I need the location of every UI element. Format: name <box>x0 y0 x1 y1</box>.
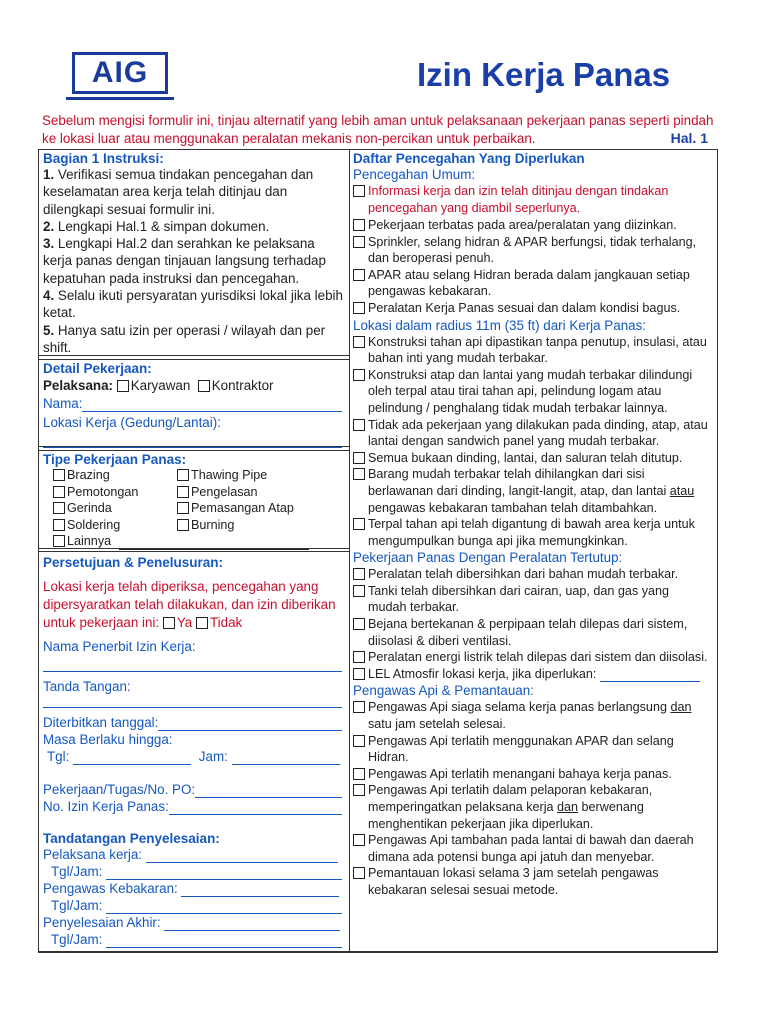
general-checkbox[interactable] <box>353 302 365 314</box>
roofing-checkbox[interactable] <box>177 502 189 514</box>
soldering-label: Soldering <box>67 517 121 532</box>
fire-watch-label: Pengawas Kebakaran: <box>43 881 178 896</box>
precautions-heading: Daftar Pencegahan Yang Diperlukan <box>353 151 585 166</box>
logo-text: AIG <box>91 56 149 89</box>
po-label: Pekerjaan/Tugas/No. PO: <box>43 782 196 797</box>
permit-no-field[interactable] <box>169 798 342 815</box>
work-type-heading: Tipe Pekerjaan Panas: <box>43 452 187 467</box>
watch-checkbox[interactable] <box>353 768 365 780</box>
radius-item: Tidak ada pekerjaan yang dilakukan pada dinding, atap, atau lantai dengan sandwich panel yang mudah terbakar. <box>353 417 711 450</box>
radius-checkbox[interactable] <box>353 452 365 464</box>
watch-checkbox[interactable] <box>353 867 365 879</box>
instruction-item: 2. Lengkapi Hal.1 & simpan dokumen. <box>43 218 270 234</box>
radius-checkbox[interactable] <box>353 369 365 381</box>
name-field[interactable] <box>82 395 342 412</box>
permit-no-label: No. Izin Kerja Panas: <box>43 799 169 814</box>
cutting-checkbox[interactable] <box>53 486 65 498</box>
general-heading: Pencegahan Umum: <box>353 167 476 182</box>
radius-heading: Lokasi dalam radius 11m (35 ft) dari Kerja Panas: <box>353 317 646 333</box>
approval-statement: Lokasi kerja telah diperiksa, pencegahan yang dipersyaratkan telah dilakukan, dan izin diberikan untuk pekerjaan ini: <box>43 579 336 630</box>
employee-checkbox[interactable] <box>117 380 129 392</box>
welding-label: Pengelasan <box>191 484 258 499</box>
grinding-checkbox[interactable] <box>53 502 65 514</box>
issuer-field[interactable] <box>43 655 342 672</box>
general-checkbox[interactable] <box>353 269 365 281</box>
burning-label: Burning <box>191 517 235 532</box>
instruction-item: 3. Lengkapi Hal.2 dan serahkan ke pelaksana kerja panas dengan tinjauan langsung terhadap kepatuhan pada instruksi dan pencegahan. <box>43 236 326 286</box>
burning-checkbox[interactable] <box>177 519 189 531</box>
completion-datetime-2-label: Tgl/Jam: <box>51 898 103 913</box>
intro-text: Sebelum mengisi formulir ini, tinjau alternatif yang lebih aman untuk pelaksanaan pekerjaan panas seperti pindah ke lokasi luar atau menggunakan peralatan mekanis non-percikan untuk perbaikan. <box>42 113 714 146</box>
instructions-section <box>38 149 350 356</box>
instruction-item: 5. Hanya satu izin per operasi / wilayah dan per shift. <box>43 322 326 355</box>
job-detail-section <box>38 359 350 447</box>
watch-item: Pengawas Api terlatih menggunakan APAR dan selang Hidran. <box>353 733 711 766</box>
signature-label: Tanda Tangan: <box>43 679 131 694</box>
closed-checkbox[interactable] <box>353 585 365 597</box>
watch-checkbox[interactable] <box>353 784 365 796</box>
watch-checkbox[interactable] <box>353 834 365 846</box>
general-item: Peralatan Kerja Panas sesuai dan dalam kondisi bagus. <box>353 300 711 317</box>
watch-checkbox[interactable] <box>353 735 365 747</box>
watch-item: Pengawas Api tambahan pada lantai di bawah dan daerah dimana ada potensi bunga api jatuh dan menyebar. <box>353 832 711 865</box>
location-field[interactable] <box>43 431 342 448</box>
issued-field[interactable] <box>158 714 342 731</box>
general-checkbox[interactable] <box>353 219 365 231</box>
closed-item: Peralatan energi listrik telah dilepas dari sistem dan diisolasi. <box>353 649 711 666</box>
name-label: Nama: <box>43 396 83 411</box>
approval-yes-checkbox[interactable] <box>163 617 175 629</box>
valid-label: Masa Berlaku hingga: <box>43 732 173 747</box>
soldering-checkbox[interactable] <box>53 519 65 531</box>
welding-checkbox[interactable] <box>177 486 189 498</box>
issuer-label: Nama Penerbit Izin Kerja: <box>43 639 196 654</box>
general-item: Sprinkler, selang hidran & APAR berfungsi, tidak terhalang, dan beroperasi penuh. <box>353 234 711 267</box>
radius-checkbox[interactable] <box>353 468 365 480</box>
approval-section <box>38 551 350 952</box>
radius-checkbox[interactable] <box>353 518 365 530</box>
radius-item: Barang mudah terbakar telah dihilangkan dari sisi berlawanan dari dinding, langit-langit, atap, dan lantai atau pengawas kebakaran tambahan telah ditambahkan. <box>353 466 711 516</box>
instruction-item: 4. Selalu ikuti persyaratan yurisdiksi lokal jika lebih ketat. <box>43 288 343 321</box>
closed-item: Peralatan telah dibersihkan dari bahan mudah terbakar. <box>353 566 711 583</box>
approval-yes-label: Ya <box>176 615 193 630</box>
signature-field[interactable] <box>43 695 342 708</box>
employee-label: Karyawan <box>130 378 191 393</box>
other-field[interactable] <box>119 549 309 550</box>
brazing-checkbox[interactable] <box>53 469 65 481</box>
work-type-section <box>38 450 350 549</box>
po-field[interactable] <box>195 781 342 798</box>
general-checkbox[interactable] <box>353 185 365 197</box>
watch-item: Pengawas Api terlatih dalam pelaporan kebakaran, memperingatkan pelaksana kerja dan berwenang menghentikan pekerjaan jika diperlukan. <box>353 782 711 832</box>
approval-heading: Persetujuan & Penelusuran: <box>43 555 224 570</box>
general-item: Informasi kerja dan izin telah ditinjau dengan tindakan pencegahan yang diambil seperlunya. <box>353 183 711 217</box>
completion-executor-label: Pelaksana kerja: <box>43 847 142 862</box>
page-title: Izin Kerja Panas <box>417 56 671 93</box>
issued-label: Diterbitkan tanggal: <box>43 715 159 730</box>
instruction-item: 1. Verifikasi semua tindakan pencegahan dan keselamatan area kerja telah ditinjau dan dilengkapi sesuai formulir ini. <box>43 167 314 217</box>
final-completion-label: Penyelesaian Akhir: <box>43 915 161 930</box>
completion-datetime-1-label: Tgl/Jam: <box>51 864 103 879</box>
valid-date-label: Tgl: <box>47 749 70 764</box>
closed-checkbox[interactable] <box>353 651 365 663</box>
watch-checkbox[interactable] <box>353 701 365 713</box>
closed-item: Bejana bertekanan & perpipaan telah dilepas dari sistem, diisolasi & diberi ventilasi. <box>353 616 711 649</box>
other-label: Lainnya <box>67 534 112 548</box>
radius-item: Konstruksi tahan api dipastikan tanpa penutup, insulasi, atau bahan inti yang mudah terbakar. <box>353 334 711 367</box>
closed-checkbox[interactable] <box>353 568 365 580</box>
completion-heading: Tandatangan Penyelesaian: <box>43 831 220 846</box>
instructions-heading: Bagian 1 Instruksi: <box>43 151 164 166</box>
closed-checkbox[interactable] <box>353 618 365 630</box>
watch-item: Pengawas Api terlatih menangani bahaya kerja panas. <box>353 766 711 783</box>
contractor-checkbox[interactable] <box>198 380 210 392</box>
precautions-section <box>349 149 718 952</box>
closed-heading: Pekerjaan Panas Dengan Peralatan Tertutup: <box>353 550 623 566</box>
page-number: Hal. 1 <box>670 130 708 146</box>
valid-hour-label: Jam: <box>198 749 228 764</box>
watch-item: Pemantauan lokasi selama 3 jam setelah pengawas kebakaran selesai sesuai metode. <box>353 865 711 898</box>
general-item: APAR atau selang Hidran berada dalam jangkauan setiap pengawas kebakaran. <box>353 267 711 300</box>
radius-item: Terpal tahan api telah digantung di bawah area kerja untuk mengumpulkan bunga api jika memungkinkan. <box>353 516 711 549</box>
radius-item: Semua bukaan dinding, lantai, dan saluran telah ditutup. <box>353 450 711 467</box>
radius-checkbox[interactable] <box>353 419 365 431</box>
location-label: Lokasi Kerja (Gedung/Lantai): <box>43 415 221 430</box>
closed-item: LEL Atmosfir lokasi kerja, jika diperlukan: <box>353 666 711 683</box>
watch-heading: Pengawas Api & Pemantauan: <box>353 683 534 699</box>
valid-hour-field[interactable] <box>232 764 340 765</box>
roofing-label: Pemasangan Atap <box>191 501 294 515</box>
grinding-label: Gerinda <box>67 501 112 515</box>
approval-no-checkbox[interactable] <box>196 617 208 629</box>
closed-checkbox[interactable] <box>353 668 365 680</box>
valid-date-field[interactable] <box>73 764 191 765</box>
approval-no-label: Tidak <box>210 615 243 630</box>
lel-field[interactable] <box>600 681 700 682</box>
contractor-label: Kontraktor <box>211 378 274 393</box>
watch-item: Pengawas Api siaga selama kerja panas berlangsung dan satu jam setelah selesai. <box>353 699 711 732</box>
radius-checkbox[interactable] <box>353 336 365 348</box>
completion-datetime-3-label: Tgl/Jam: <box>51 932 103 947</box>
general-checkbox[interactable] <box>353 236 365 248</box>
thawing-pipe-checkbox[interactable] <box>177 469 189 481</box>
logo-underline <box>66 97 174 100</box>
completion-datetime-3-field[interactable] <box>106 947 342 948</box>
brazing-label: Brazing <box>67 468 110 482</box>
aig-logo <box>72 52 168 94</box>
radius-item: Konstruksi atap dan lantai yang mudah terbakar dilindungi oleh terpal atau tirai tahan api, pelindung logam atau pelindung / penghalang tidak mudah terbakar lainnya. <box>353 367 711 417</box>
executor-label: Pelaksana: <box>43 378 113 393</box>
thawing-pipe-label: Thawing Pipe <box>191 468 268 482</box>
cutting-label: Pemotongan <box>67 484 139 499</box>
closed-item: Tanki telah dibersihkan dari cairan, uap, dan gas yang mudah terbakar. <box>353 583 711 616</box>
general-item: Pekerjaan terbatas pada area/peralatan yang diizinkan. <box>353 217 711 234</box>
job-detail-heading: Detail Pekerjaan: <box>43 361 152 376</box>
other-checkbox[interactable] <box>53 535 65 547</box>
